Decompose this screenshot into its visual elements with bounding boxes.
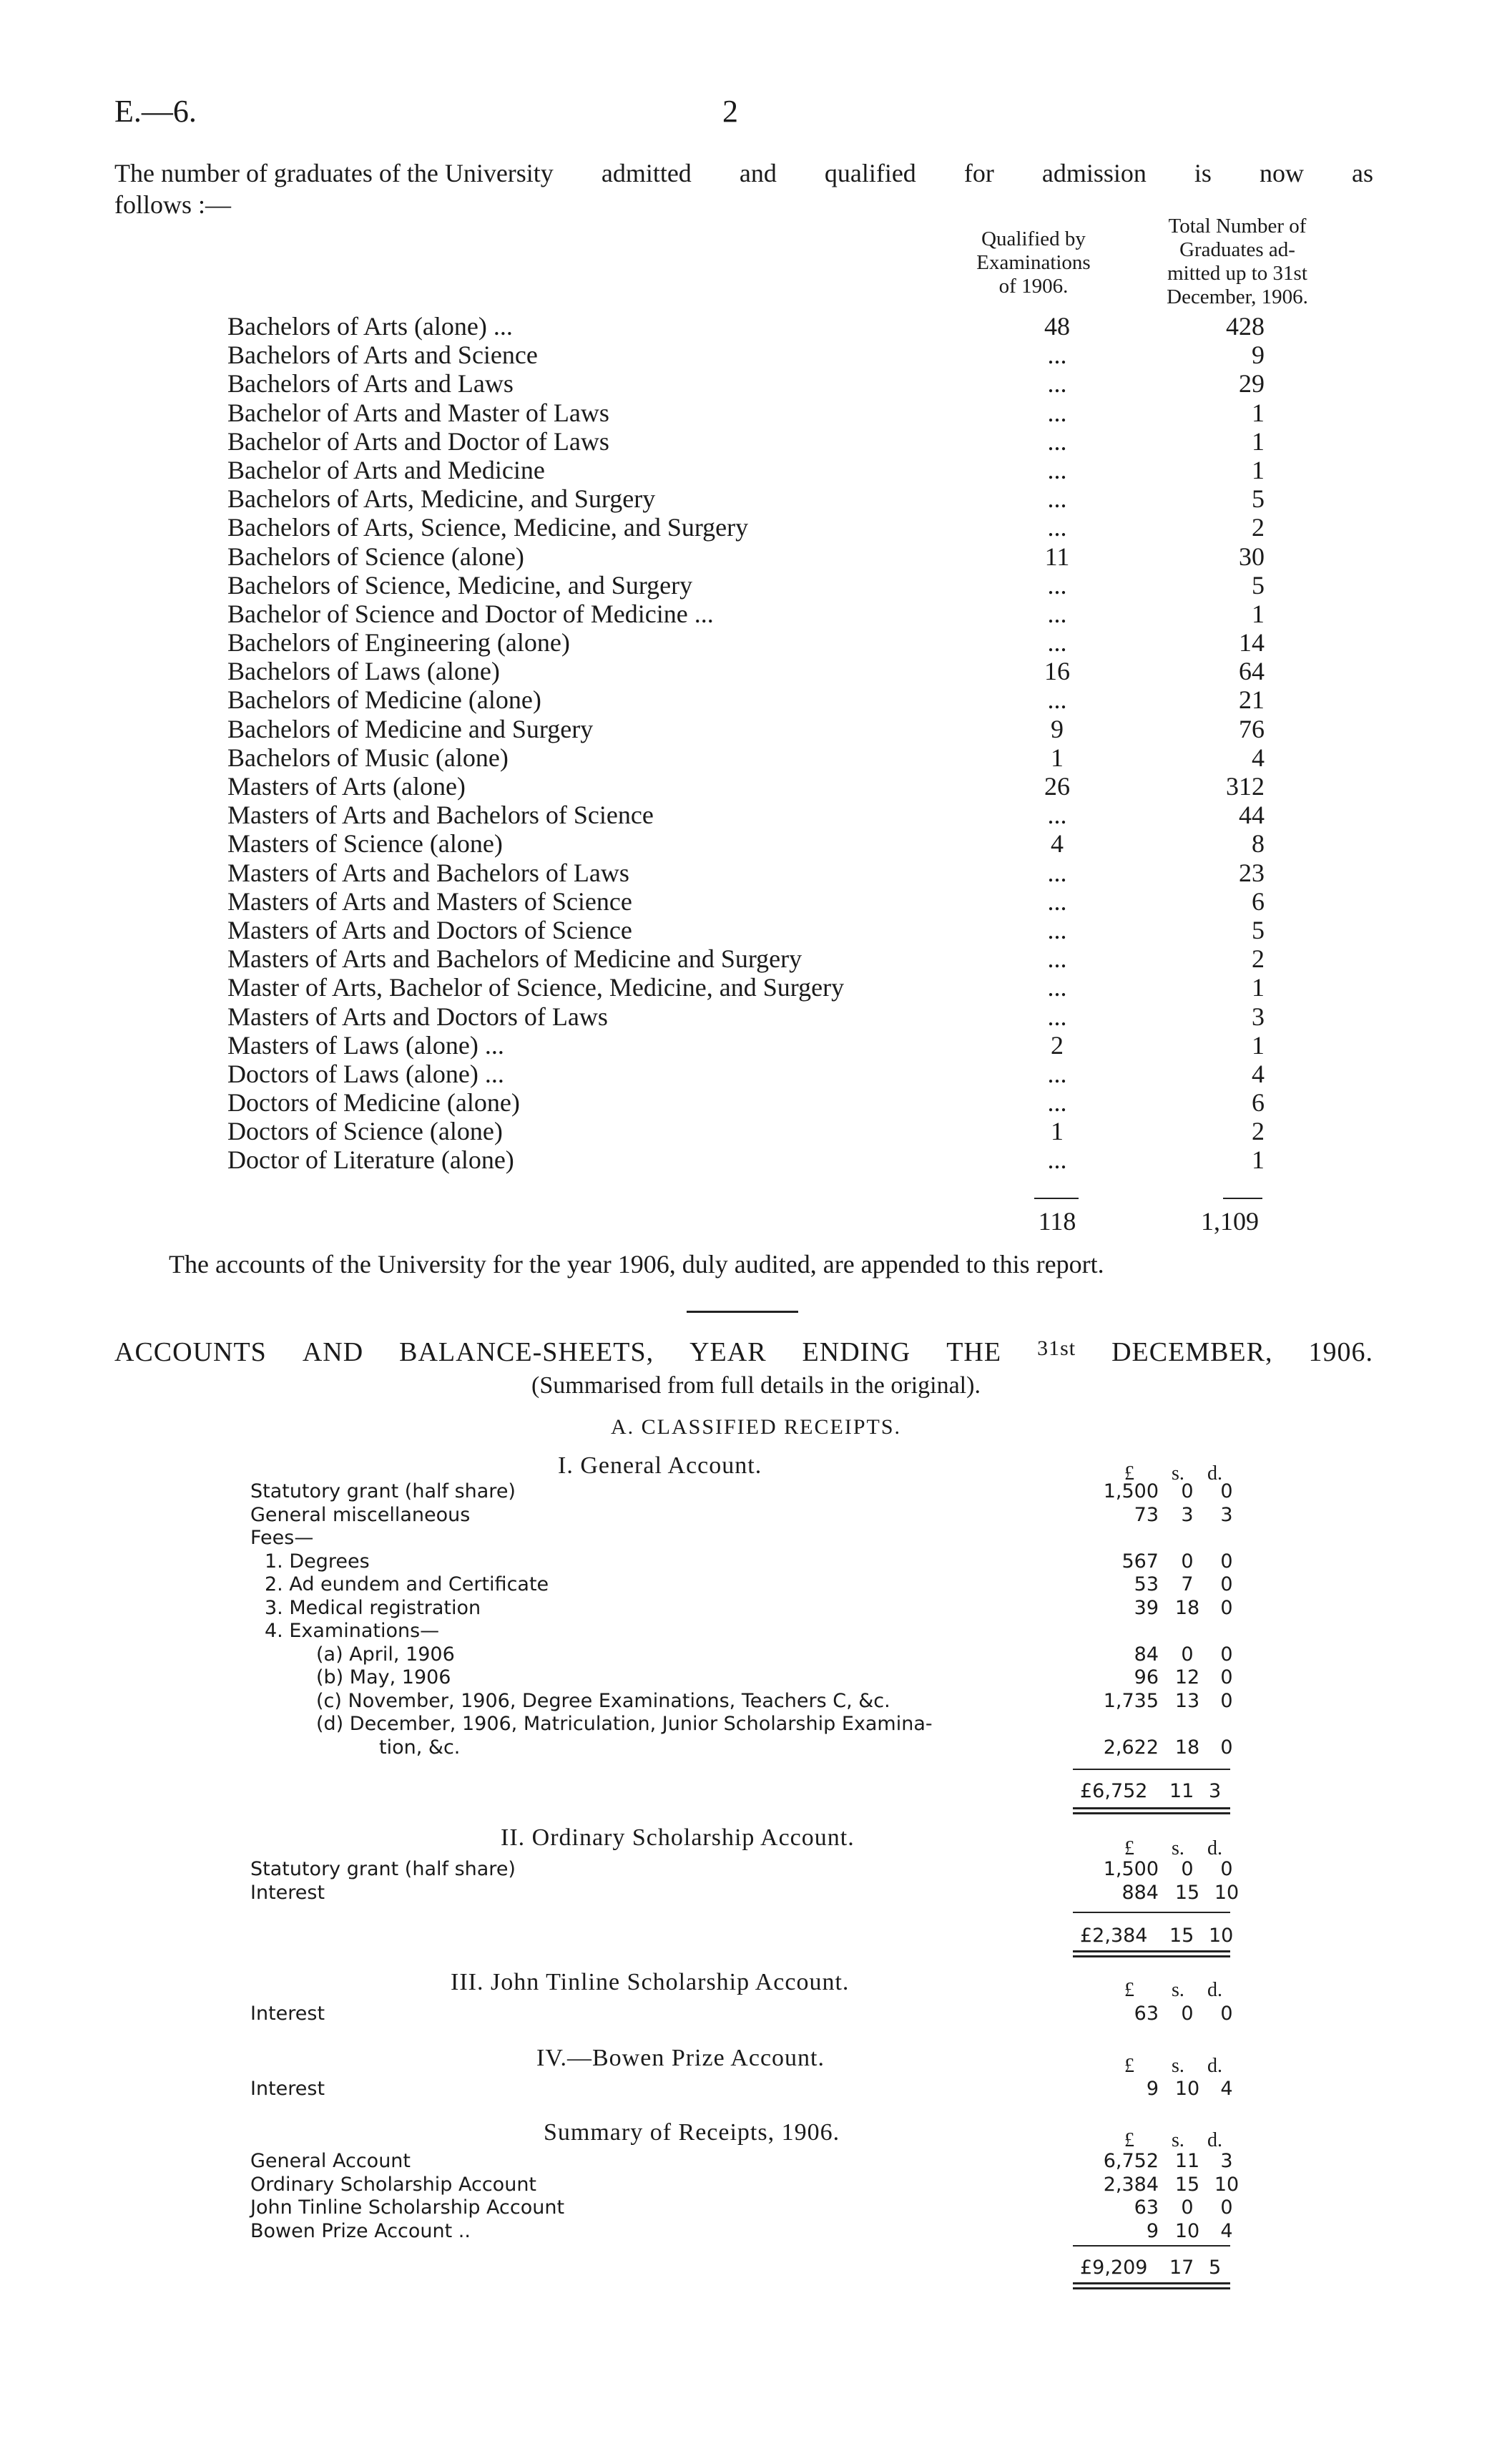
qualified-count: ... (1047, 369, 1067, 399)
pounds: 53 (1134, 1573, 1159, 1595)
table-row (227, 657, 1300, 685)
qualified-count: ... (1047, 570, 1067, 600)
total-count: 3 (1252, 1002, 1265, 1031)
account-row (250, 1643, 1237, 1666)
qualified-count: 26 (1044, 772, 1070, 801)
pence: 4 (1220, 2078, 1233, 2100)
section-heading: III. John Tinline Scholarship Account. (451, 1969, 850, 1995)
section-heading: IV.—Bowen Prize Account. (536, 2045, 825, 2071)
column-header-line: mitted up to 31st (1167, 262, 1307, 285)
degree-label: Masters of Arts and Bachelors of Laws (227, 858, 629, 887)
table-row (227, 715, 1300, 743)
pence: 0 (1220, 1858, 1233, 1880)
degree-label: Doctors of Laws (alone) ... (227, 1059, 504, 1088)
shillings-header: s. (1172, 1462, 1184, 1485)
pence: 3 (1220, 2150, 1233, 2172)
pence-header: d. (1207, 2129, 1222, 2151)
shillings: 0 (1181, 1550, 1194, 1573)
account-label: 4. Examinations— (265, 1620, 440, 1642)
title-word: 31st (1037, 1336, 1076, 1360)
degree-label: Bachelors of Engineering (alone) (227, 628, 570, 657)
qualified-count: ... (1047, 426, 1067, 456)
intro-word: as (1351, 159, 1373, 187)
account-label: 3. Medical registration (265, 1596, 481, 1619)
title-word: DECEMBER, (1111, 1337, 1273, 1367)
table-row (227, 801, 1300, 829)
degree-label: Doctors of Medicine (alone) (227, 1088, 520, 1118)
degree-label: Bachelors of Arts and Science (227, 341, 538, 370)
qualified-count: ... (1047, 628, 1067, 657)
account-row (250, 1712, 1237, 1736)
pounds: 2,622 (1103, 1736, 1159, 1759)
pounds-header: £ (1124, 2055, 1134, 2077)
shillings: 3 (1181, 1503, 1194, 1526)
closing-sentence: The accounts of the University for the year 1906, duly audited, are appended to this report. (169, 1250, 1104, 1279)
account-label: Interest (250, 2078, 325, 2100)
total-pence: 3 (1209, 1780, 1222, 1802)
title-word: ENDING (802, 1337, 911, 1367)
pence: 0 (1220, 1596, 1233, 1619)
total-count: 1 (1252, 398, 1265, 427)
table-row (227, 973, 1300, 1002)
pounds-header: £ (1124, 1979, 1134, 2001)
account-row (250, 1619, 1237, 1643)
page-number: 2 (722, 94, 738, 129)
total-double-rule (1073, 1807, 1230, 1809)
account-row (250, 1526, 1237, 1550)
intro-word: admitted (601, 159, 692, 187)
qualified-count: ... (1047, 599, 1067, 628)
account-label: General Account (250, 2150, 411, 2172)
account-label: (b) May, 1906 (316, 1666, 451, 1688)
shillings: 12 (1174, 1666, 1200, 1688)
pounds: 1,735 (1103, 1689, 1159, 1712)
account-label: Statutory grant (half share) (250, 1480, 516, 1502)
qualified-count: 9 (1051, 714, 1064, 743)
table-row (227, 1117, 1300, 1145)
qualified-count: 2 (1051, 1030, 1064, 1060)
qualified-count: ... (1047, 685, 1067, 715)
pence: 0 (1220, 1666, 1233, 1688)
total-count: 4 (1252, 743, 1265, 772)
pence: 0 (1220, 1550, 1233, 1573)
table-row (227, 829, 1300, 858)
account-row (250, 2002, 1237, 2025)
total-count: 428 (1226, 312, 1265, 341)
total-count: 1 (1252, 426, 1265, 456)
shillings: 18 (1174, 1596, 1200, 1619)
table-row (227, 312, 1300, 341)
table-row (227, 685, 1300, 714)
total-double-rule (1073, 2282, 1230, 2284)
total-count: 1 (1252, 455, 1265, 484)
table-row (227, 1031, 1300, 1060)
degree-label: Doctors of Science (alone) (227, 1117, 503, 1146)
qualified-count: ... (1047, 341, 1067, 370)
account-label: 2. Ad eundem and Certificate (265, 1573, 549, 1595)
table-row (227, 427, 1300, 456)
classified-receipts-heading: A. CLASSIFIED RECEIPTS. (610, 1415, 902, 1439)
pounds: 884 (1121, 1881, 1159, 1904)
pounds: 1,500 (1103, 1480, 1159, 1502)
qualified-count: ... (1047, 944, 1067, 974)
pounds-header: £ (1124, 1462, 1134, 1485)
account-label: (a) April, 1906 (316, 1643, 455, 1666)
table-row (227, 399, 1300, 427)
total-double-rule (1073, 1950, 1230, 1952)
account-label: Interest (250, 2003, 325, 2025)
total-pence: 10 (1209, 1925, 1234, 1947)
total-count: 2 (1252, 1117, 1265, 1146)
qualified-count: ... (1047, 455, 1067, 484)
degree-label: Bachelors of Science, Medicine, and Surgery (227, 570, 693, 600)
intro-word: The number of graduates of the University (114, 159, 554, 187)
subtotal-rule (1073, 1912, 1230, 1913)
shillings: 15 (1174, 2173, 1200, 2196)
graduates-table (227, 312, 1300, 1175)
pence: 0 (1220, 1573, 1233, 1595)
document-reference: E.—6. (114, 94, 197, 129)
total-count: 21 (1239, 685, 1265, 715)
total-pence: 5 (1209, 2257, 1222, 2279)
column-header-line: Examinations (976, 251, 1091, 274)
degree-label: Bachelors of Medicine and Surgery (227, 714, 594, 743)
shillings-header: s. (1172, 2055, 1184, 2077)
pounds: 2,384 (1103, 2173, 1159, 2196)
pounds: 84 (1134, 1643, 1159, 1666)
pounds: 1,500 (1103, 1858, 1159, 1880)
table-row (227, 456, 1300, 484)
shillings: 0 (1181, 2196, 1194, 2219)
pence-header: d. (1207, 1837, 1222, 1859)
intro-line-2: follows :— (114, 190, 232, 219)
total-count: 5 (1252, 484, 1265, 514)
qualified-count: 48 (1044, 312, 1070, 341)
qualified-count: ... (1047, 513, 1067, 542)
qualified-count: ... (1047, 1002, 1067, 1031)
account-row (250, 1550, 1237, 1573)
account-row (250, 2149, 1237, 2173)
total-count: 30 (1239, 542, 1265, 571)
total-count: 23 (1239, 858, 1265, 887)
qualified-count: ... (1047, 973, 1067, 1002)
qualified-count: ... (1047, 886, 1067, 916)
total-pounds: £6,752 (1080, 1780, 1148, 1802)
account-label: Ordinary Scholarship Account (250, 2173, 537, 2196)
pounds-header: £ (1124, 2129, 1134, 2151)
qualified-count: ... (1047, 915, 1067, 944)
qualified-count: ... (1047, 398, 1067, 427)
total-shillings: 17 (1169, 2257, 1194, 2279)
intro-word: admission (1041, 159, 1147, 187)
column-header-line: of 1906. (998, 275, 1069, 298)
intro-word: now (1259, 159, 1304, 187)
intro-word: is (1194, 159, 1212, 187)
qualified-count: ... (1047, 1059, 1067, 1088)
section-divider (687, 1311, 798, 1313)
degree-label: Bachelor of Arts and Doctor of Laws (227, 426, 609, 456)
intro-line-1 (114, 157, 1373, 189)
total-count: 9 (1252, 341, 1265, 370)
intro-paragraph (114, 157, 1373, 220)
degree-label: Master of Arts, Bachelor of Science, Medicine, and Surgery (227, 973, 845, 1002)
total-count: 6 (1252, 886, 1265, 916)
total-count: 2 (1252, 513, 1265, 542)
table-row (227, 944, 1300, 973)
pence-header: d. (1207, 1979, 1222, 2001)
pence-header: d. (1207, 1462, 1222, 1485)
shillings: 11 (1174, 2150, 1200, 2172)
account-row (250, 1689, 1237, 1713)
table-row (227, 916, 1300, 944)
total-shillings: 15 (1169, 1925, 1194, 1947)
account-row (250, 1857, 1237, 1881)
total-rule-qualified (1034, 1198, 1079, 1199)
subtotal-rule (1073, 2245, 1230, 2247)
qualified-count: ... (1047, 801, 1067, 830)
degree-label: Bachelors of Arts (alone) ... (227, 312, 513, 341)
total-count: 14 (1239, 628, 1265, 657)
pence: 0 (1220, 2196, 1233, 2219)
account-row (250, 1881, 1237, 1905)
degree-label: Bachelor of Arts and Master of Laws (227, 398, 609, 427)
table-row (227, 571, 1300, 600)
qualified-count: ... (1047, 1145, 1067, 1175)
table-row (227, 484, 1300, 513)
title-word: ACCOUNTS (114, 1337, 267, 1367)
column-header-line: Graduates ad- (1179, 238, 1295, 261)
intro-word: qualified (824, 159, 916, 187)
degree-label: Bachelors of Arts and Laws (227, 369, 514, 399)
column-header-line: December, 1906. (1167, 285, 1308, 308)
account-row (250, 2077, 1237, 2101)
degree-label: Bachelors of Arts, Medicine, and Surgery (227, 484, 656, 514)
shillings: 0 (1181, 1643, 1194, 1666)
title-word: 1906. (1308, 1337, 1373, 1367)
shillings: 15 (1174, 1881, 1200, 1904)
total-double-rule (1073, 2287, 1230, 2289)
section-heading: II. Ordinary Scholarship Account. (501, 1824, 855, 1851)
degree-label: Masters of Arts and Doctors of Laws (227, 1002, 608, 1031)
table-row (227, 772, 1300, 801)
table-row (227, 341, 1300, 369)
total-count: 5 (1252, 570, 1265, 600)
pounds: 6,752 (1103, 2150, 1159, 2172)
shillings-header: s. (1172, 1837, 1184, 1859)
accounts-subtitle: (Summarised from full details in the original). (531, 1372, 981, 1399)
total-count: 29 (1239, 369, 1265, 399)
degree-label: Doctor of Literature (alone) (227, 1145, 514, 1175)
degree-label: Masters of Laws (alone) ... (227, 1030, 504, 1060)
shillings: 10 (1174, 2078, 1200, 2100)
total-count: 2 (1252, 944, 1265, 974)
qualified-count: 16 (1044, 657, 1070, 686)
table-row (227, 1088, 1300, 1117)
pounds: 39 (1134, 1596, 1159, 1619)
account-label: tion, &c. (379, 1736, 461, 1759)
account-label: (c) November, 1906, Degree Examinations, Teachers C, &c. (316, 1689, 890, 1712)
account-label: 1. Degrees (265, 1550, 370, 1573)
account-row (250, 1480, 1237, 1503)
degree-label: Bachelors of Medicine (alone) (227, 685, 541, 715)
total-count: 1 (1252, 1145, 1265, 1175)
shillings: 7 (1181, 1573, 1194, 1595)
total-count: 312 (1226, 772, 1265, 801)
total-count: 44 (1239, 801, 1265, 830)
account-row (250, 2173, 1237, 2196)
account-row (250, 1666, 1237, 1689)
account-label: Statutory grant (half share) (250, 1858, 516, 1880)
intro-word: and (739, 159, 777, 187)
pence: 0 (1220, 1643, 1233, 1666)
table-row (227, 887, 1300, 916)
qualified-count: ... (1047, 858, 1067, 887)
pence: 0 (1220, 1480, 1233, 1502)
pounds: 9 (1146, 2078, 1159, 2100)
column-header-line: Qualified by (981, 228, 1086, 250)
degree-label: Bachelor of Science and Doctor of Medicine ... (227, 599, 714, 628)
total-count: 8 (1252, 829, 1265, 859)
table-row (227, 542, 1300, 571)
title-word: BALANCE-SHEETS, (399, 1337, 654, 1367)
degree-label: Masters of Arts and Doctors of Science (227, 915, 632, 944)
degree-label: Bachelors of Arts, Science, Medicine, and Surgery (227, 513, 749, 542)
qualified-count: ... (1047, 1088, 1067, 1118)
pounds-header: £ (1124, 1837, 1134, 1859)
pence: 0 (1220, 1736, 1233, 1759)
pounds: 96 (1134, 1666, 1159, 1688)
table-row (227, 1060, 1300, 1088)
accounts-title (114, 1336, 1373, 1368)
degree-label: Masters of Arts and Masters of Science (227, 886, 632, 916)
pence: 10 (1214, 1881, 1239, 1904)
pence: 0 (1220, 2003, 1233, 2025)
total-count: 76 (1239, 714, 1265, 743)
shillings: 0 (1181, 1480, 1194, 1502)
pounds: 567 (1121, 1550, 1159, 1573)
section-heading: I. General Account. (558, 1452, 762, 1479)
column-header-line: Total Number of (1168, 215, 1307, 238)
column-header-total (1126, 215, 1348, 309)
total-shillings: 11 (1169, 1780, 1194, 1802)
table-row (227, 743, 1300, 772)
total-pounds: £9,209 (1080, 2257, 1148, 2279)
total-rule-total (1223, 1198, 1262, 1199)
account-label: Interest (250, 1881, 325, 1904)
degree-label: Bachelor of Arts and Medicine (227, 455, 545, 484)
pounds: 9 (1146, 2219, 1159, 2242)
account-label: Fees— (250, 1527, 314, 1549)
shillings: 10 (1174, 2219, 1200, 2242)
degree-label: Masters of Arts and Bachelors of Medicine and Surgery (227, 944, 802, 974)
shillings: 13 (1174, 1689, 1200, 1712)
table-row (227, 600, 1300, 628)
account-row (250, 2219, 1237, 2243)
degree-label: Bachelors of Science (alone) (227, 542, 524, 571)
degree-label: Masters of Arts (alone) (227, 772, 466, 801)
table-row (227, 628, 1300, 657)
total-pounds: £2,384 (1080, 1925, 1148, 1947)
pence-header: d. (1207, 2055, 1222, 2077)
total-double-rule (1073, 1955, 1230, 1957)
total-double-rule (1073, 1812, 1230, 1814)
total-count: 1 (1252, 973, 1265, 1002)
pence: 0 (1220, 1689, 1233, 1712)
account-label: (d) December, 1906, Matriculation, Junior Scholarship Examina- (316, 1713, 933, 1735)
pounds: 63 (1134, 2003, 1159, 2025)
shillings: 0 (1181, 1858, 1194, 1880)
account-row (250, 1573, 1237, 1596)
section-heading: Summary of Receipts, 1906. (544, 2119, 840, 2146)
total-qualified: 118 (1038, 1207, 1076, 1236)
account-label: John Tinline Scholarship Account (250, 2196, 565, 2219)
total-count: 5 (1252, 915, 1265, 944)
account-row (250, 1503, 1237, 1527)
qualified-count: 4 (1051, 829, 1064, 859)
table-row (227, 1002, 1300, 1031)
degree-label: Masters of Arts and Bachelors of Science (227, 801, 654, 830)
shillings-header: s. (1172, 1979, 1184, 2001)
total-count: 64 (1239, 657, 1265, 686)
qualified-count: 1 (1051, 1117, 1064, 1146)
shillings: 0 (1181, 2003, 1194, 2025)
total-graduates: 1,109 (1201, 1207, 1259, 1236)
column-header-qualified (955, 228, 1112, 298)
table-row (227, 1145, 1300, 1174)
pence: 3 (1220, 1503, 1233, 1526)
pence: 4 (1220, 2219, 1233, 2242)
title-word: AND (302, 1337, 364, 1367)
intro-word: for (963, 159, 994, 187)
account-label: General miscellaneous (250, 1503, 471, 1526)
degree-label: Bachelors of Laws (alone) (227, 657, 500, 686)
title-word: THE (946, 1337, 1002, 1367)
account-row (250, 1736, 1237, 1759)
table-row (227, 513, 1300, 542)
account-label: Bowen Prize Account .. (250, 2219, 471, 2242)
shillings: 18 (1174, 1736, 1200, 1759)
table-row (227, 859, 1300, 887)
degree-label: Masters of Science (alone) (227, 829, 503, 859)
total-count: 6 (1252, 1088, 1265, 1118)
account-row (250, 2196, 1237, 2219)
degree-label: Bachelors of Music (alone) (227, 743, 509, 772)
qualified-count: 11 (1044, 542, 1070, 571)
subtotal-rule (1073, 1769, 1230, 1770)
pounds: 73 (1134, 1503, 1159, 1526)
title-word: YEAR (689, 1337, 767, 1367)
pence: 10 (1214, 2173, 1239, 2196)
table-row (227, 369, 1300, 398)
pounds: 63 (1134, 2196, 1159, 2219)
total-count: 1 (1252, 599, 1265, 628)
total-count: 4 (1252, 1059, 1265, 1088)
qualified-count: ... (1047, 484, 1067, 514)
total-count: 1 (1252, 1030, 1265, 1060)
account-row (250, 1596, 1237, 1620)
qualified-count: 1 (1051, 743, 1064, 772)
shillings-header: s. (1172, 2129, 1184, 2151)
